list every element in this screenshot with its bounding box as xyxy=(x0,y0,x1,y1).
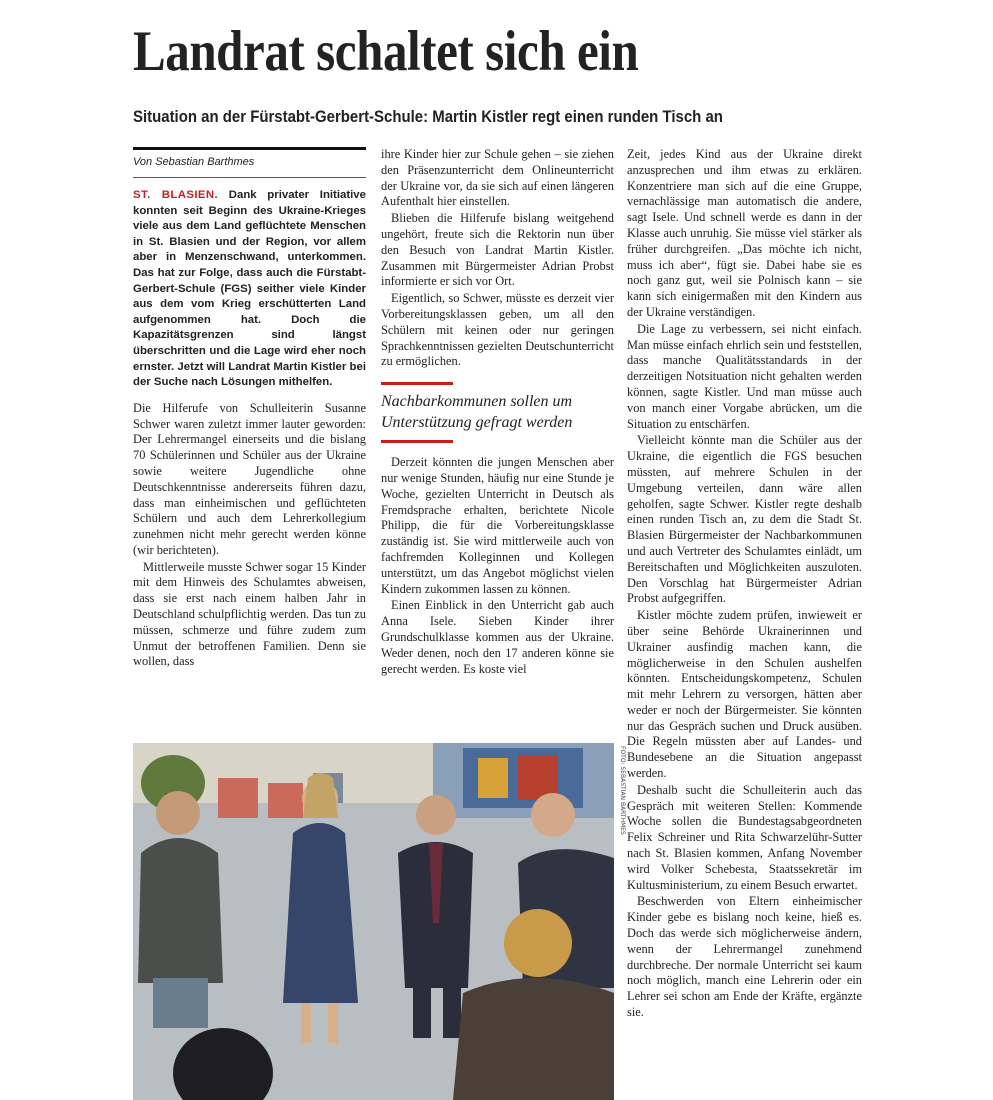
body-paragraph: Zeit, jedes Kind aus der Ukraine direkt anzusprechen und ihm etwas zu erklären. Konzentriere man sich auf die eine Gruppe, vernachlässige man automatisch die andere, sagt Isele. Und schnell werde es dann in der Klasse auch unruhig. Sie müsse viel stärker als früher durchgreifen. „Das möchte ich nicht, muss ich aber“, fügt sie. Dabei habe sie es noch ganz gut, weil sie Polnisch kann – sie kann sich einigermaßen mit den Kindern aus der Ukraine verständigen. xyxy=(627,147,862,319)
subhead-text: Nachbarkommunen sollen um Unterstützung gefragt werden xyxy=(381,393,573,432)
body-paragraph: Die Hilferufe von Schulleiterin Susanne Schwer waren zuletzt immer lauter geworden: Der Lehrermangel einerseits und die bislang 70 Schülerinnen und Schüler aus der Ukraine sowie weitere Jugendliche ohne Deutschkenntnisse andererseits führen dazu, dass man einheimischen und geflüchteten Schülern und auch dem Lehrerkollegium zunehmen nicht mehr gerecht werden könne (wir berichteten). xyxy=(133,400,366,557)
body-paragraph: Deshalb sucht die Schulleiterin auch das Gespräch mit weiteren Stellen: Kommende Woche sollen die Bundestagsabgeordneten Felix Schreiner und Rita Schwarzelühr-Sutter nach St. Blasien kommen, Anfang November wird Volker Schebesta, Staatssekretär im Kultusministerium, zu einem Besuch erwartet. xyxy=(627,782,862,892)
body-paragraph: Vielleicht könnte man die Schüler aus der Ukraine, die eigentlich die FGS besuchen müssten, auf mehrere Schulen in der Umgebung verteilen, dann wäre allen geholfen, sagte Schwer. Kistler regte deshalb einen runden Tisch an, zu dem die Stadt St. Blasien Bürgermeister der Nachbarkommunen und auch Vertreter des Schulamtes einlädt, um Bereitschaften und Möglichkeiten auszuloten. Den Vorschlag hat Bürgermeister Adrian Probst aufgegriffen. xyxy=(627,433,862,606)
text-column-2 xyxy=(381,147,614,729)
subhead-rule-top xyxy=(381,382,453,385)
article-subheadline: Situation an der Fürstabt-Gerbert-Schule: Martin Kistler regt einen runden Tisch an xyxy=(133,107,723,126)
body-paragraph: Einen Einblick in den Unterricht gab auch Anna Isele. Sieben Kinder ihrer Grundschulklasse kommen aus der Ukraine. Weder denen, noch den 17 anderen könne sie gerecht werden. Es koste viel xyxy=(381,598,614,676)
article-headline: Landrat schaltet sich ein xyxy=(133,20,639,83)
subhead-rule-bottom xyxy=(381,440,453,443)
body-paragraph: Eigentlich, so Schwer, müsste es derzeit vier Vorbereitungsklassen geben, um all den Schülern mit keinen oder nur geringen Sprachkenntnissen gezielten Deutschunterricht zu ermöglichen. xyxy=(381,291,614,369)
body-paragraph: Mittlerweile musste Schwer sogar 15 Kinder mit dem Hinweis des Schulamtes abweisen, dass sie erst nach einem halben Jahr in Deutschland schulpflichtig werden. Das tun zu müssen, schmerze und führe zudem zum Unmut der betroffenen Familien. Denn sie wollen, dass xyxy=(133,559,366,669)
body-paragraph: Die Lage zu verbessern, sei nicht einfach. Man müsse einfach ehrlich sein und feststellen, dass manche Qualitätsstandards in der derzeitigen Notsituation nicht gehalten werden können, sagte Kistler. Und man müsse auch von manch einer Vorgabe abrücken, um die Situation zu entschärfen. xyxy=(627,321,862,431)
text-column-1 xyxy=(133,147,366,729)
lead-text: Dank privater Initiative konnten seit Beginn des Ukraine-Krieges viele aus dem Land geflüchtete Menschen in St. Blasien und der Region, vor allem aber in Menzenschwand, unterkommen. Das hat zur Folge, dass auch die Fürstabt-Gerbert-Schule (FGS) seither viele Kinder aus dem vom Krieg erschütterten Land aufgenommen hat. Doch die Kapazitätsgrenzen sind längst überschritten und die Lage wird eher noch ernster. Jetzt will Landrat Martin Kistler bei der Suche nach Lösungen mithelfen. xyxy=(133,189,366,389)
intermediate-subhead xyxy=(381,382,614,443)
dateline: ST. BLASIEN. xyxy=(133,189,219,201)
body-paragraph: Blieben die Hilferufe bislang weitgehend ungehört, freute sich die Rektorin nun über den Besuch von Landrat Martin Kistler. Zusammen mit Bürgermeister Adrian Probst informierte er sich vor Ort. xyxy=(381,211,614,289)
byline: Von Sebastian Barthmes xyxy=(133,155,366,178)
lead-paragraph xyxy=(133,188,366,391)
article-photo xyxy=(133,743,614,1100)
photo-credit: FOTO: SEBASTIAN BARTHMES xyxy=(619,746,626,835)
byline-rule xyxy=(133,147,366,150)
photo-illustration xyxy=(133,743,614,1100)
body-paragraph: Derzeit könnten die jungen Menschen aber nur wenige Stunden, häufig nur eine Stunde je Woche, gezielten Unterricht in Deutsch als Fremdsprache erhalten, berichtete Nicole Philipp, die für die Vorbereitungsklasse zuständig ist. Sie wird mittlerweile auch von fachfremden Kolleginnen und Kollegen unterstützt, um das Angebot möglichst vielen Kindern zukommen lassen zu können. xyxy=(381,455,614,596)
text-column-3 xyxy=(627,147,862,1100)
body-paragraph: ihre Kinder hier zur Schule gehen – sie ziehen den Präsenzunterricht dem Onlineunterricht der Ukraine vor, da sie sich auf einen längeren Aufenthalt hier einstellen. xyxy=(381,147,614,209)
body-paragraph: Beschwerden von Eltern einheimischer Kinder gebe es bislang noch keine, hieß es. Doch das werde sich möglicherweise ändern, wenn der Lehrermangel zunehmend durchbreche. Der normale Unterricht sei kaum noch möglich, manch eine Lehrerin oder ein Lehrer sei schon am Ende der Kräfte, ergänzte sie. xyxy=(627,894,862,1020)
body-paragraph: Kistler möchte zudem prüfen, inwieweit er über seine Behörde Ukrainerinnen und Ukrainer ausfindig machen kann, die möglicherweise in den Schulen aushelfen könnten. Entscheidungskompetenz, Schulen mit mehr Lehrern zu versorgen, hätten aber weder er noch der Bürgermeister. Sie könnten nur das Gespräch suchen und Druck ausüben. Die Regeln müssten aber auf Landes- und Bundesebene an die Situation angepasst werden. xyxy=(627,608,862,781)
